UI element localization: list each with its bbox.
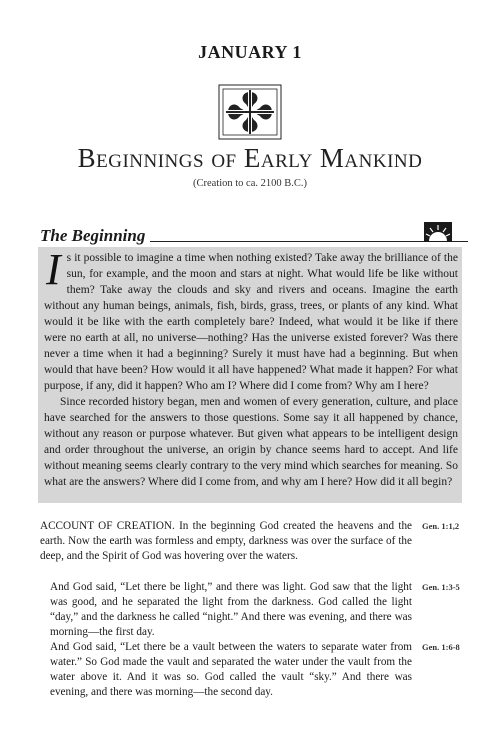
scripture-reference: Gen. 1:1,2 [422,521,460,531]
section-title: The Beginning [40,226,146,245]
intro-paragraph-1: Is it possible to imagine a time when nothing existed? Take away the brilliance of the sun, for example, and the moon and stars at night. What would life be like without them? Take away the clouds and sky and rivers and oceans. Imagine the earth without any human beings, animals, fish, birds, grass, trees, or plants of any kind. What would it be like with the earth completely bare? Indeed, what would it be like if there were no earth at all, no universe—nothing? Has the universe existed forever? Was there never a time when it had a beginning? Surely it must have had a beginning. But when would that have been? How would it all have happened? What made it happen? For what purpose, if any, did it happen? Who am I? Where did I come from? Why am I here? [44,245,458,392]
intro-paragraph-2: Since recorded history began, men and women of every generation, culture, and place have searched for the answers to those questions. Some say it all happened by chance, without any reason or purpose whatever. But given what appears to be intelligent design and order throughout the universe, an origin by chance seems hard to accept. And life without meaning seems clearly contrary to the very mind which searches for meaning. So what are the answers? Where did I come from, and why am I here? How did it all begin? [44,396,458,488]
sunrise-icon [424,222,452,242]
chapter-title: Beginnings of Early Mankind [77,143,423,173]
section-rule [150,241,468,242]
scripture-reference: Gen. 1:3-5 [422,582,460,592]
drop-cap: I [46,245,61,294]
reading-passage: ACCOUNT OF CREATION. In the beginning God created the heavens and the earth. Now the earth was formless and empty, darkness was over the surface of the deep, and the Spirit of God was hovering over the waters. [40,520,412,562]
reading-passage: And God said, “Let there be a vault between the waters to separate water from water.” So God made the vault and separated the water under the vault from the water above it. And it was so. God called the vault “sky.” And there was evening, and there was morning—the second day. [50,641,412,698]
intro-text [44,245,458,490]
chapter-subtitle: (Creation to ca. 2100 B.C.) [192,178,308,189]
reading-passage: And God said, “Let there be light,” and there was light. God saw that the light was good, and he separated the light from the darkness. God called the light “day,” and the darkness he called “night.” And there was evening, and there was morning—the first day. [50,581,412,638]
quatrefoil-emblem-icon [218,84,282,140]
page-date: JANUARY 1 [198,42,302,62]
scripture-reference: Gen. 1:6-8 [422,642,460,652]
